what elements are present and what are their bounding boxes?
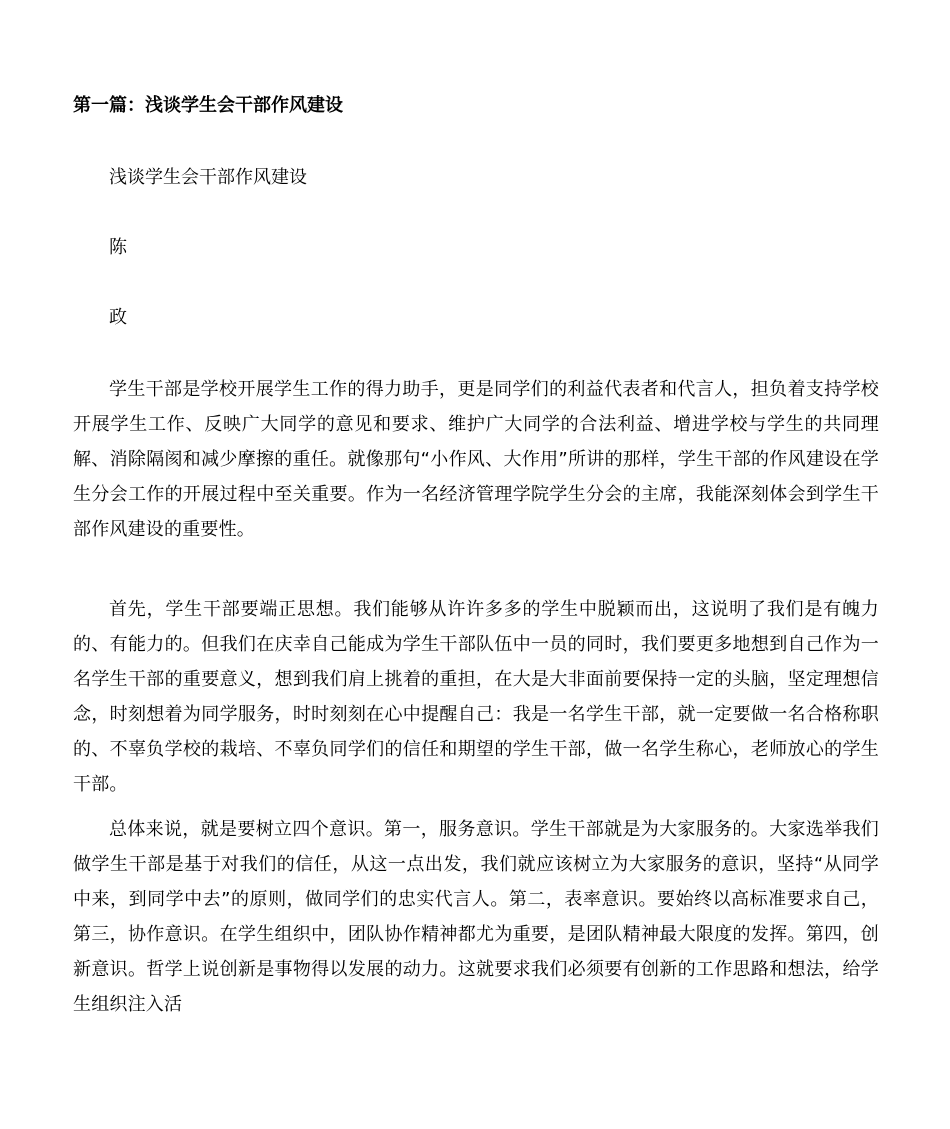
document-subtitle: 浅谈学生会干部作风建设 xyxy=(109,167,307,188)
body-paragraph-1: 学生干部是学校开展学生工作的得力助手，更是同学们的利益代表者和代言人，担负着支持学校开展学生工作、反映广大同学的意见和要求、维护广大同学的合法利益、增进学校与学生的共同理解、消除隔阂和减少摩擦的重任。就像那句“小作风、大作用”所讲的那样，学生干部的作风建设在学生分会工作的开展过程中至关重要。作为一名经济管理学院学生分会的主席，我能深刻体会到学生干部作风建设的重要性。 xyxy=(73,379,879,540)
body-paragraph-2: 首先，学生干部要端正思想。我们能够从许许多多的学生中脱颖而出，这说明了我们是有魄力的、有能力的。但我们在庆幸自己能成为学生干部队伍中一员的同时，我们要更多地想到自己作为一名学生干部的重要意义，想到我们肩上挑着的重担，在大是大非面前要保持一定的头脑，坚定理想信念，时刻想着为同学服务，时时刻刻在心中提醒自己：我是一名学生干部，就一定要做一名合格称职的、不辜负学校的栽培、不辜负同学们的信任和期望的学生干部，做一名学生称心，老师放心的学生干部。 xyxy=(73,599,879,795)
author-line-2: 政 xyxy=(109,307,127,328)
document-title: 第一篇：浅谈学生会干部作风建设 xyxy=(73,95,343,116)
body-paragraph-3: 总体来说，就是要树立四个意识。第一，服务意识。学生干部就是为大家服务的。大家选举我们做学生干部是基于对我们的信任，从这一点出发，我们就应该树立为大家服务的意识，坚持“从同学中来，到同学中去”的原则，做同学们的忠实代言人。第二，表率意识。要始终以高标准要求自己，第三，协作意识。在学生组织中，团队协作精神都尤为重要，是团队精神最大限度的发挥。第四，创新意识。哲学上说创新是事物得以发展的动力。这就要求我们必须要有创新的工作思路和想法，给学生组织注入活 xyxy=(73,819,879,1015)
author-line-1: 陈 xyxy=(109,237,127,258)
